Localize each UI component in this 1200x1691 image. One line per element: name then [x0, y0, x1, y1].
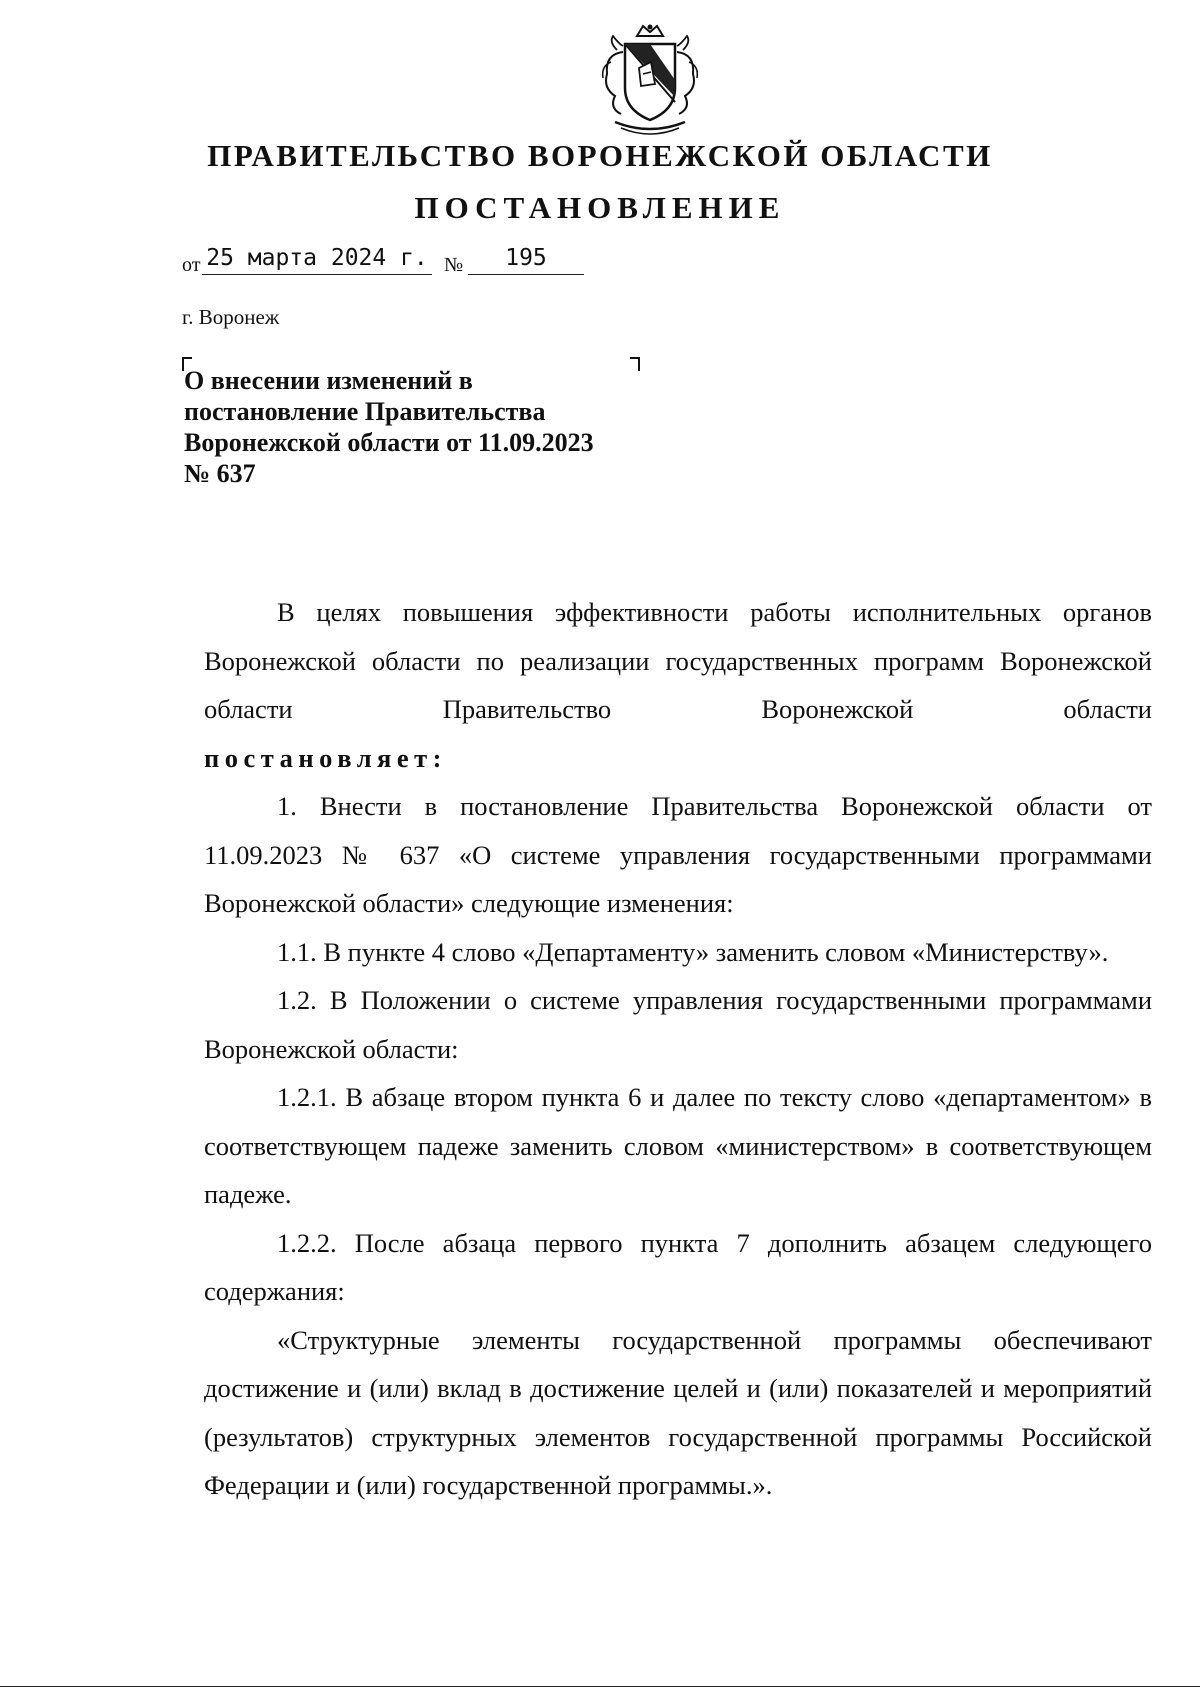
document-date: 25 марта 2024 г. — [202, 244, 432, 275]
subject-line: № 637 — [184, 459, 256, 488]
subject-line: О внесении изменений в — [184, 366, 473, 395]
inserted-paragraph: «Структурные элементы государственной программы обеспечивают достижение и (или) вклад в достижение целей и (или) показателей и мероприятий (результатов) структурных элементов государственной программы Российской Федерации и (или) государственной программы.». — [204, 1324, 1152, 1500]
issue-city: г. Воронеж — [182, 305, 280, 329]
number-prefix: № — [444, 254, 464, 276]
item-1: 1. Внести в постановление Правительства Воронежской области от 11.09.2023 № 637 «О системе управления государственными программами Воронежской области» следующие изменения: — [204, 791, 1152, 918]
date-prefix: от — [182, 254, 201, 276]
subject-line: постановление Правительства — [184, 397, 546, 426]
document-type: ПОСТАНОВЛЕНИЕ — [414, 190, 786, 225]
item-1-2: 1.2. В Положении о системе управления государственными программами Воронежской области: — [204, 985, 1152, 1064]
decree-keyword: постановляет: — [204, 742, 447, 773]
document-subject — [184, 365, 644, 489]
item-1-1: 1.1. В пункте 4 слово «Департаменту» заменить словом «Министерству». — [277, 936, 1109, 967]
document-number: 195 — [468, 244, 584, 275]
item-1-2-2: 1.2.2. После абзаца первого пункта 7 дополнить абзацем следующего содержания: — [204, 1227, 1152, 1306]
page-bottom-rule — [0, 1686, 1200, 1687]
preamble: В целях повышения эффективности работы исполнительных органов Воронежской области по реализации государственных программ Воронежской области Правительство Воронежской области — [204, 597, 1152, 724]
decree-word — [204, 734, 1152, 783]
document-body — [204, 588, 1152, 1510]
coat-of-arms-icon — [595, 22, 705, 140]
item-1-2-1: 1.2.1. В абзаце втором пункта 6 и далее по тексту слово «департаментом» в соответствующем падеже заменить словом «министерством» в соответствующем падеже. — [204, 1082, 1152, 1209]
organization-title: ПРАВИТЕЛЬСТВО ВОРОНЕЖСКОЙ ОБЛАСТИ — [207, 138, 993, 173]
subject-line: Воронежской области от 11.09.2023 — [184, 428, 594, 457]
